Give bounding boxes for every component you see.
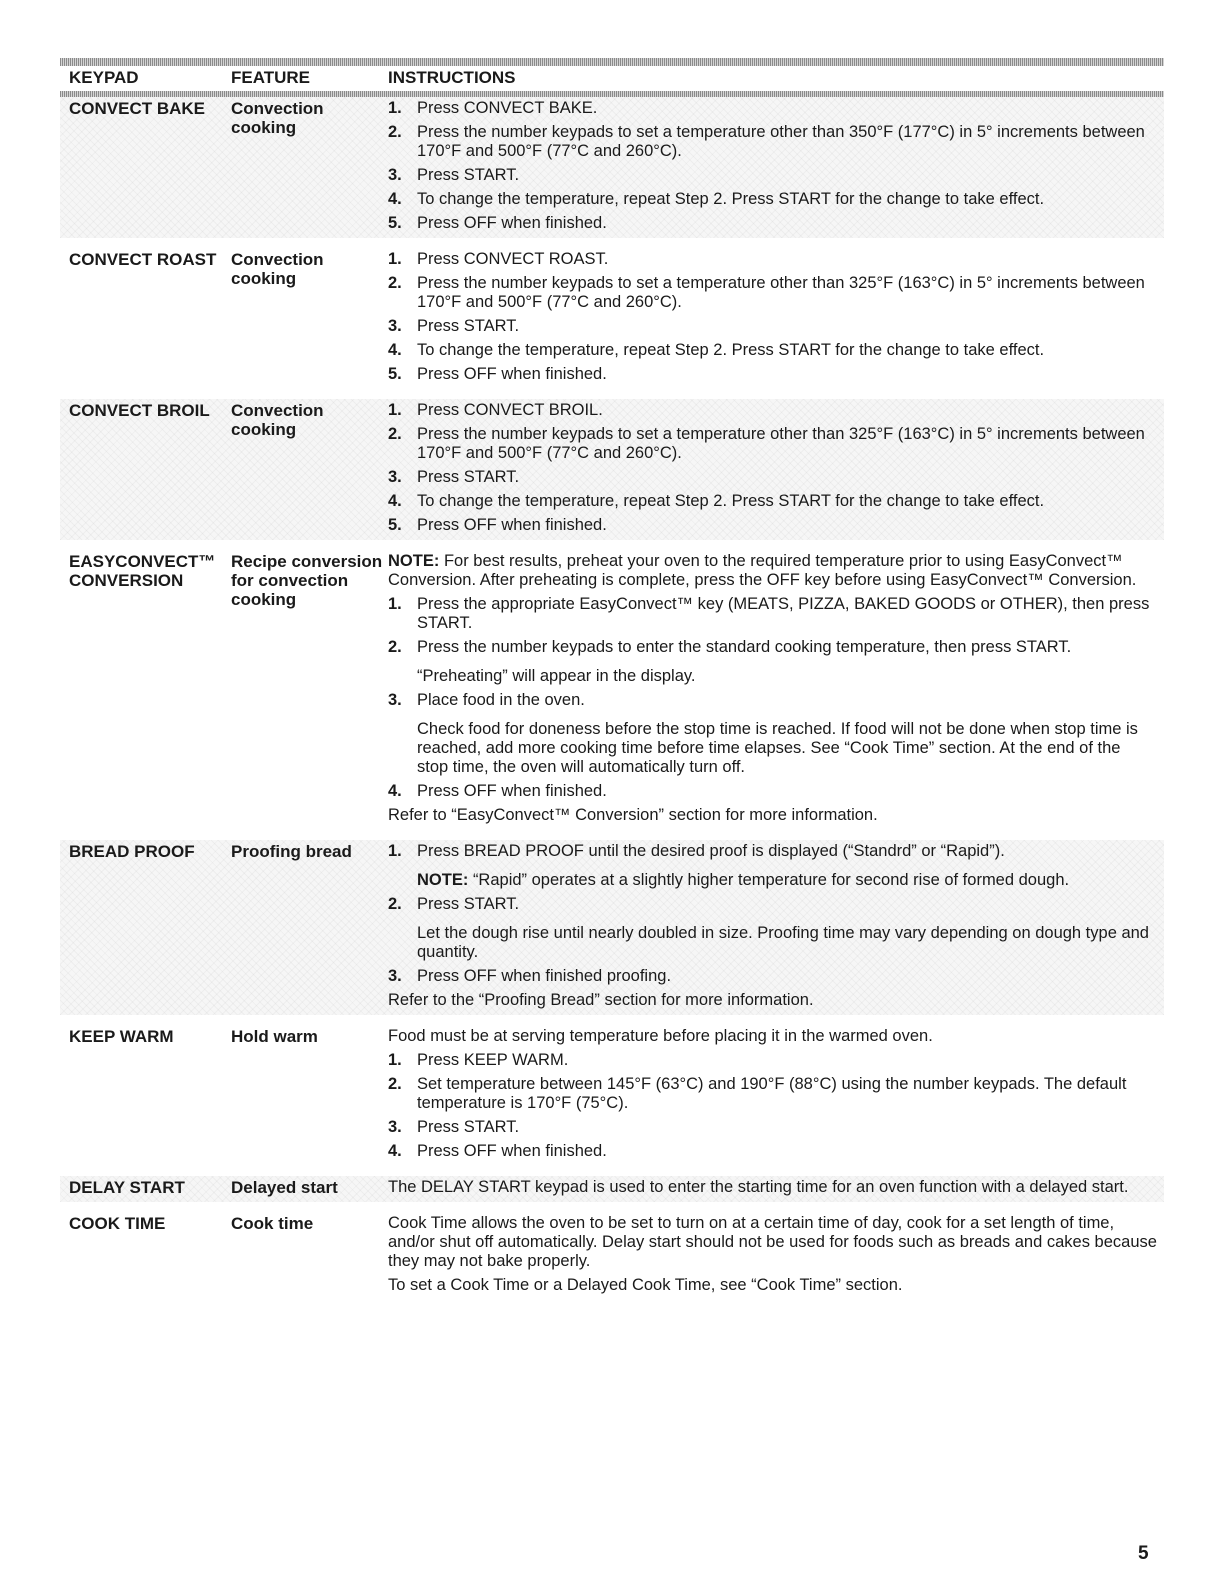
step-number: 2. (388, 895, 402, 913)
note-paragraph (388, 552, 1164, 590)
step-body (417, 638, 1164, 686)
row-gap (60, 540, 1164, 550)
instructions-cell (388, 550, 1164, 830)
row-gap (60, 1015, 1164, 1025)
step-text: Press the number keypads to set a temperature other than 325°F (163°C) in 5° increments between 170°F and 500°F (77°C and 260°C). (417, 274, 1145, 311)
step-text: To change the temperature, repeat Step 2. Press START for the change to take effect. (417, 341, 1045, 359)
step-text: Press OFF when finished. (417, 782, 607, 800)
table-row (60, 1212, 1164, 1300)
keypad-name: CONVECT BAKE (69, 99, 206, 118)
step-item (388, 274, 1164, 312)
step-subtext-body: “Preheating” will appear in the display. (417, 667, 696, 685)
step-number: 4. (388, 1142, 402, 1160)
step-text: Press OFF when finished. (417, 365, 607, 383)
step-body (417, 341, 1164, 360)
feature-name: Delayed start (231, 1178, 338, 1197)
row-gap (60, 389, 1164, 399)
step-text: Press OFF when finished. (417, 1142, 607, 1160)
step-number: 2. (388, 274, 402, 292)
table-row (60, 248, 1164, 389)
step-item (388, 317, 1164, 336)
footer-text: Refer to the “Proofing Bread” section for more information. (388, 991, 814, 1009)
feature-name: Hold warm (231, 1027, 318, 1046)
footer-text: To set a Cook Time or a Delayed Cook Time, see “Cook Time” section. (388, 1276, 903, 1294)
header-keypad: KEYPAD (69, 68, 139, 87)
intro-text: The DELAY START keypad is used to enter the starting time for an oven function with a delayed start. (388, 1178, 1129, 1196)
step-item (388, 190, 1164, 209)
step-item (388, 492, 1164, 511)
step-item (388, 1075, 1164, 1113)
step-text: Press OFF when finished. (417, 516, 607, 534)
step-item (388, 638, 1164, 686)
table-row (60, 399, 1164, 540)
step-text: Press OFF when finished proofing. (417, 967, 672, 985)
note-label: NOTE: (417, 871, 469, 889)
step-item (388, 595, 1164, 633)
step-item (388, 365, 1164, 384)
step-number: 5. (388, 365, 402, 383)
step-item (388, 967, 1164, 986)
step-subtext (417, 871, 1150, 890)
step-body (417, 190, 1164, 209)
step-number: 1. (388, 842, 402, 860)
top-rule (60, 58, 1164, 66)
step-number: 2. (388, 638, 402, 656)
step-text: Press KEEP WARM. (417, 1051, 569, 1069)
step-body (417, 595, 1164, 633)
step-item (388, 401, 1164, 420)
step-text: Press BREAD PROOF until the desired proof is displayed (“Standrd” or “Rapid”). (417, 842, 1005, 860)
step-text: Press START. (417, 317, 520, 335)
step-text: Press OFF when finished. (417, 214, 607, 232)
step-subtext-body: Check food for doneness before the stop time is reached. If food will not be done when stop time is reached, add more cooking time before time elapses. See “Cook Time” section. At the end of the stop time, the oven will automatically turn off. (417, 720, 1138, 776)
table-row (60, 840, 1164, 1015)
row-gap (60, 238, 1164, 248)
step-text: Place food in the oven. (417, 691, 585, 709)
step-body (417, 782, 1164, 801)
step-item (388, 1118, 1164, 1137)
table-row (60, 1025, 1164, 1166)
step-item (388, 250, 1164, 269)
instructions-cell (388, 1212, 1164, 1300)
header-feature: FEATURE (231, 68, 311, 87)
table-body (60, 97, 1164, 1300)
feature-name: Recipe conversion for convection cooking (231, 552, 383, 609)
step-body (417, 425, 1164, 463)
header-instructions: INSTRUCTIONS (388, 68, 516, 87)
step-text: Press START. (417, 895, 520, 913)
step-number: 5. (388, 214, 402, 232)
step-text: Press the number keypads to set a temperature other than 325°F (163°C) in 5° increments between 170°F and 500°F (77°C and 260°C). (417, 425, 1145, 462)
step-text: Set temperature between 145°F (63°C) and 190°F (88°C) using the number keypads. The default temperature is 170°F (75°C). (417, 1075, 1127, 1112)
step-item (388, 1142, 1164, 1161)
intro-text: Cook Time allows the oven to be set to turn on at a certain time of day, cook for a set length of time, and/or shut off automatically. Delay start should not be used for foods such as breads and cakes because they may not bake properly. (388, 1214, 1157, 1270)
table-row (60, 97, 1164, 238)
step-number: 3. (388, 967, 402, 985)
step-number: 2. (388, 1075, 402, 1093)
step-item (388, 1051, 1164, 1070)
step-item (388, 895, 1164, 962)
instructions-cell (388, 1176, 1164, 1202)
row-gap (60, 1166, 1164, 1176)
instructions-cell (388, 97, 1164, 238)
step-body (417, 691, 1164, 777)
step-body (417, 214, 1164, 233)
instruction-table (60, 58, 1164, 1300)
keypad-name: BREAD PROOF (69, 842, 195, 861)
feature-name: Convection cooking (231, 99, 324, 137)
step-subtext (417, 667, 1150, 686)
step-number: 1. (388, 250, 402, 268)
step-number: 1. (388, 401, 402, 419)
step-body (417, 274, 1164, 312)
step-body (417, 1075, 1164, 1113)
step-body (417, 250, 1164, 269)
step-number: 2. (388, 425, 402, 443)
note-text: For best results, preheat your oven to the required temperature prior to using EasyConvect™ Conversion. After preheating is complete, press the OFF key before using EasyConvect™ Conversion. (388, 552, 1137, 589)
feature-name: Convection cooking (231, 401, 324, 439)
step-text: To change the temperature, repeat Step 2. Press START for the change to take effect. (417, 492, 1045, 510)
step-text: Press the number keypads to enter the standard cooking temperature, then press START. (417, 638, 1072, 656)
instructions-cell (388, 840, 1164, 1015)
step-body (417, 401, 1164, 420)
footer-text: Refer to “EasyConvect™ Conversion” section for more information. (388, 806, 878, 824)
step-body (417, 123, 1164, 161)
keypad-name: DELAY START (69, 1178, 185, 1197)
step-item (388, 123, 1164, 161)
step-text: Press the number keypads to set a temperature other than 350°F (177°C) in 5° increments between 170°F and 500°F (77°C and 260°C). (417, 123, 1145, 160)
instructions-cell (388, 1025, 1164, 1166)
step-text: Press CONVECT ROAST. (417, 250, 609, 268)
feature-name: Proofing bread (231, 842, 352, 861)
step-item (388, 99, 1164, 118)
step-text: Press START. (417, 468, 520, 486)
step-text: Press CONVECT BAKE. (417, 99, 598, 117)
step-number: 3. (388, 468, 402, 486)
step-text: Press START. (417, 166, 520, 184)
step-subtext-body: “Rapid” operates at a slightly higher temperature for second rise of formed dough. (472, 871, 1070, 889)
step-number: 3. (388, 1118, 402, 1136)
table-row (60, 1176, 1164, 1202)
row-gap (60, 1202, 1164, 1212)
step-item (388, 166, 1164, 185)
keypad-name: EASYCONVECT™ CONVERSION (69, 552, 216, 590)
step-number: 4. (388, 782, 402, 800)
note-label: NOTE: (388, 552, 440, 570)
instructions-cell (388, 248, 1164, 389)
step-item (388, 341, 1164, 360)
keypad-name: CONVECT BROIL (69, 401, 210, 420)
step-body (417, 99, 1164, 118)
step-body (417, 468, 1164, 487)
step-item (388, 214, 1164, 233)
step-body (417, 895, 1164, 962)
step-number: 4. (388, 341, 402, 359)
step-body (417, 516, 1164, 535)
step-text: Press START. (417, 1118, 520, 1136)
step-item (388, 468, 1164, 487)
step-number: 4. (388, 492, 402, 510)
step-item (388, 691, 1164, 777)
step-text: To change the temperature, repeat Step 2. Press START for the change to take effect. (417, 190, 1045, 208)
feature-name: Convection cooking (231, 250, 324, 288)
step-number: 2. (388, 123, 402, 141)
step-number: 4. (388, 190, 402, 208)
step-body (417, 492, 1164, 511)
step-body (417, 842, 1164, 890)
step-number: 3. (388, 166, 402, 184)
row-gap (60, 830, 1164, 840)
step-body (417, 1051, 1164, 1070)
page-number: 5 (1138, 1543, 1149, 1564)
step-item (388, 516, 1164, 535)
step-item (388, 782, 1164, 801)
step-item (388, 425, 1164, 463)
step-text: Press CONVECT BROIL. (417, 401, 603, 419)
step-subtext (417, 720, 1150, 777)
keypad-name: CONVECT ROAST (69, 250, 217, 269)
feature-name: Cook time (231, 1214, 314, 1233)
step-body (417, 365, 1164, 384)
step-body (417, 166, 1164, 185)
table-header (60, 66, 1164, 91)
step-subtext (417, 924, 1150, 962)
keypad-name: KEEP WARM (69, 1027, 174, 1046)
step-body (417, 317, 1164, 336)
table-row (60, 550, 1164, 830)
step-body (417, 1118, 1164, 1137)
step-number: 3. (388, 317, 402, 335)
step-number: 1. (388, 1051, 402, 1069)
step-body (417, 967, 1164, 986)
step-subtext-body: Let the dough rise until nearly doubled in size. Proofing time may vary depending on dough type and quantity. (417, 924, 1149, 961)
keypad-name: COOK TIME (69, 1214, 166, 1233)
step-item (388, 842, 1164, 890)
step-text: Press the appropriate EasyConvect™ key (MEATS, PIZZA, BAKED GOODS or OTHER), then press START. (417, 595, 1150, 632)
step-number: 1. (388, 595, 402, 613)
step-body (417, 1142, 1164, 1161)
step-number: 5. (388, 516, 402, 534)
step-number: 1. (388, 99, 402, 117)
instructions-cell (388, 399, 1164, 540)
step-number: 3. (388, 691, 402, 709)
intro-text: Food must be at serving temperature before placing it in the warmed oven. (388, 1027, 933, 1045)
